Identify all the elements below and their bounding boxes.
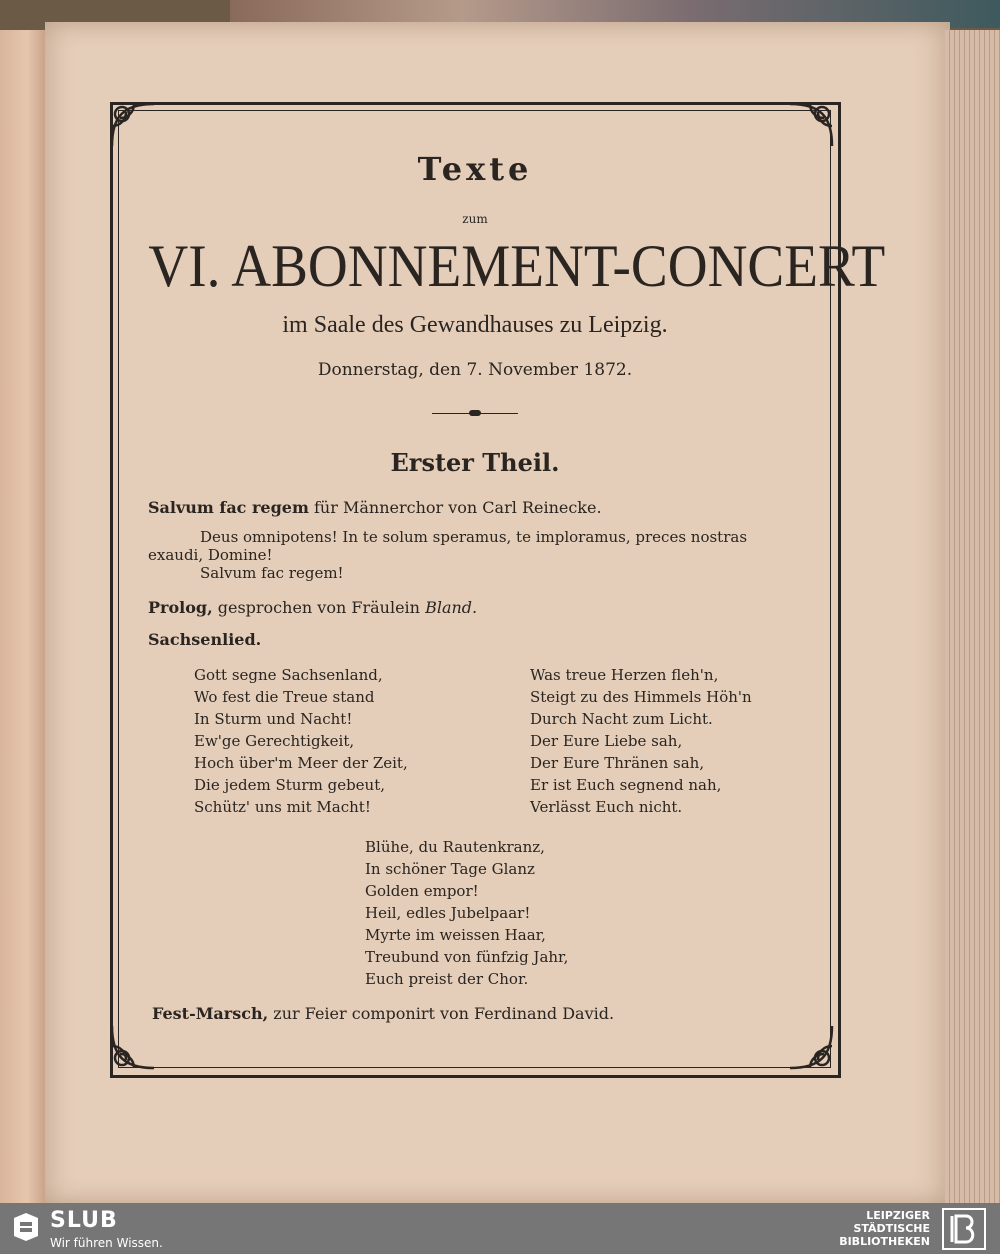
salvum-title: Salvum fac regem — [148, 498, 309, 517]
stanza-line: Myrte im weissen Haar, — [365, 926, 546, 944]
part-title: Erster Theil. — [390, 448, 560, 477]
stanza-line: Treubund von fünfzig Jahr, — [365, 948, 569, 966]
stanza-line: Wo fest die Treue stand — [194, 688, 375, 706]
prolog-credit: gesprochen von Fräulein — [217, 598, 420, 617]
salvum-credit: für Männerchor von Carl Reinecke. — [314, 498, 602, 517]
stanza-line: Der Eure Thränen sah, — [530, 754, 705, 772]
stanza-line: Der Eure Liebe sah, — [530, 732, 683, 750]
prolog-heading — [148, 598, 477, 617]
salvum-text-line2: exaudi, Domine! — [148, 546, 273, 564]
stanza-line: Hoch über'm Meer der Zeit, — [194, 754, 408, 772]
stanza-line: Heil, edles Jubelpaar! — [365, 904, 531, 922]
lsb-line1: LEIPZIGER — [866, 1209, 930, 1222]
stanza-line: Ew'ge Gerechtigkeit, — [194, 732, 355, 750]
stanza-line: Gott segne Sachsenland, — [194, 666, 383, 684]
slub-logo-icon — [12, 1212, 40, 1242]
title-zum: zum — [462, 212, 488, 226]
festmarsch-credit: zur Feier componirt von Ferdinand David. — [273, 1004, 615, 1023]
slub-tagline: Wir führen Wissen. — [50, 1236, 163, 1250]
stanza-line: Durch Nacht zum Licht. — [530, 710, 713, 728]
salvum-heading — [148, 498, 602, 517]
festmarsch-title: Fest-Marsch, — [152, 1004, 269, 1023]
concert-title: VI. ABONNEMENT-CONCERT — [148, 233, 886, 299]
title-texte: Texte — [417, 150, 533, 188]
right-page-edges — [945, 30, 1000, 1205]
salvum-text-line1: Deus omnipotens! In te solum speramus, te imploramus, preces nostras — [200, 528, 748, 546]
stanza-line: Was treue Herzen fleh'n, — [530, 666, 719, 684]
stanza-line: In schöner Tage Glanz — [365, 860, 535, 878]
lsb-line2: STÄDTISCHE — [853, 1222, 930, 1235]
stanza-line: Golden empor! — [365, 882, 479, 900]
lsb-line3: BIBLIOTHEKEN — [839, 1235, 930, 1248]
footer-bar — [0, 1203, 1000, 1254]
left-page-edge — [0, 30, 45, 1210]
stanza-line: Die jedem Sturm gebeut, — [194, 776, 386, 794]
slub-name: SLUB — [50, 1208, 118, 1233]
date-line: Donnerstag, den 7. November 1872. — [317, 360, 633, 380]
stanza-line: Schütz' uns mit Macht! — [194, 798, 371, 816]
prolog-name: Bland. — [425, 598, 478, 617]
salvum-text-line3: Salvum fac regem! — [200, 564, 344, 582]
sachsenlied-title: Sachsenlied. — [148, 630, 262, 649]
divider-ornament — [469, 410, 481, 416]
stanza-line: In Sturm und Nacht! — [194, 710, 353, 728]
prolog-title: Prolog, — [148, 598, 213, 617]
festmarsch-heading — [152, 1004, 614, 1023]
venue-line: im Saale des Gewandhauses zu Leipzig. — [282, 312, 668, 338]
stanza-line: Er ist Euch segnend nah, — [530, 776, 722, 794]
lsb-wordmark — [839, 1209, 930, 1248]
document-content — [120, 120, 886, 1060]
stanza-line: Blühe, du Rautenkranz, — [365, 838, 545, 856]
stanza-line: Steigt zu des Himmels Höh'n — [530, 688, 752, 706]
lsb-logo-icon — [942, 1208, 986, 1250]
stanza-line: Euch preist der Chor. — [365, 970, 529, 988]
stanza-line: Verlässt Euch nicht. — [530, 798, 683, 816]
